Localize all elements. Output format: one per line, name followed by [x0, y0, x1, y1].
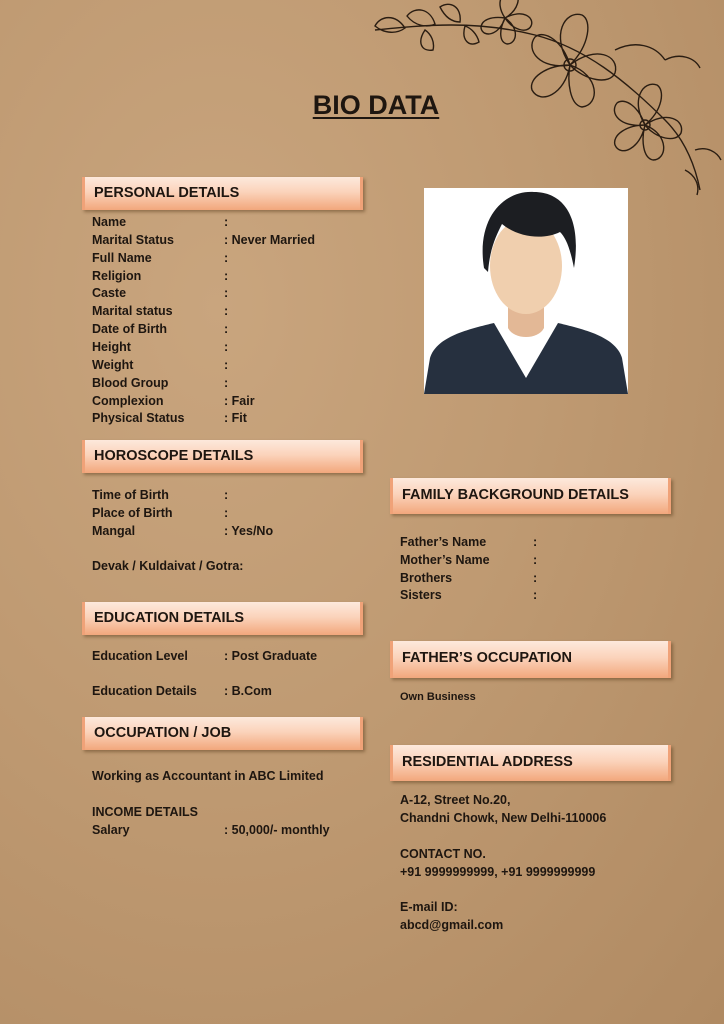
detail-value: : — [224, 375, 229, 390]
detail-value: : B.Com — [224, 684, 272, 698]
contact-numbers: +91 9999999999, +91 9999999999 — [400, 865, 596, 879]
detail-value: : — [224, 357, 229, 372]
email-value: abcd@gmail.com — [400, 918, 504, 932]
personal-details-header: PERSONAL DETAILS — [82, 177, 363, 210]
detail-label: Mangal — [92, 524, 136, 538]
detail-row — [92, 304, 229, 322]
detail-value: : — [533, 588, 538, 603]
detail-value: : — [533, 570, 538, 585]
education-details-header: EDUCATION DETAILS — [82, 602, 363, 635]
detail-label: Father’s Name — [400, 535, 487, 549]
detail-value: : — [224, 339, 229, 354]
detail-row — [400, 570, 538, 589]
detail-label: Marital status — [92, 304, 173, 319]
detail-label: Name — [92, 215, 127, 229]
occupation-header: OCCUPATION / JOB — [82, 717, 363, 750]
salary-value: : 50,000/- monthly — [224, 823, 330, 837]
detail-label: Blood Group — [92, 375, 169, 390]
detail-value: : Post Graduate — [224, 649, 318, 663]
detail-row — [92, 322, 229, 340]
address-line-1: A-12, Street No.20, — [400, 793, 511, 807]
salary-label: Salary — [92, 823, 130, 837]
email-label: E-mail ID: — [400, 900, 458, 914]
detail-value: : Yes/No — [224, 524, 274, 538]
detail-value: : — [224, 322, 229, 337]
detail-row — [92, 215, 229, 233]
residential-address-header: RESIDENTIAL ADDRESS — [390, 745, 671, 781]
detail-value: : — [224, 286, 229, 301]
detail-label: Education Details — [92, 684, 197, 698]
detail-row — [92, 375, 229, 394]
detail-value: : — [533, 535, 538, 549]
detail-label: Education Level — [92, 649, 188, 663]
income-details-heading: INCOME DETAILS — [92, 805, 199, 819]
detail-label: Weight — [92, 357, 134, 372]
detail-row — [92, 250, 229, 269]
detail-label: Time of Birth — [92, 488, 169, 502]
detail-value: : Fair — [224, 393, 255, 408]
detail-label: Brothers — [400, 570, 453, 585]
detail-label: Full Name — [92, 250, 152, 265]
detail-row — [92, 649, 318, 667]
detail-label: Height — [92, 339, 131, 354]
detail-label: Mother’s Name — [400, 552, 490, 567]
detail-row — [92, 411, 247, 429]
detail-label: Sisters — [400, 588, 442, 603]
contact-label: CONTACT NO. — [400, 847, 486, 861]
detail-row — [92, 339, 229, 358]
occupation-text: Working as Accountant in ABC Limited — [92, 769, 324, 783]
detail-row — [92, 286, 229, 304]
detail-value: : Never Married — [224, 232, 316, 247]
address-line-2: Chandni Chowk, New Delhi-110006 — [400, 811, 607, 825]
detail-value: : — [224, 268, 229, 283]
detail-value: : — [224, 250, 229, 265]
detail-row — [92, 357, 229, 376]
detail-label: Place of Birth — [92, 506, 173, 520]
detail-value: : — [224, 506, 229, 520]
detail-label: Physical Status — [92, 411, 185, 426]
detail-row — [92, 524, 274, 542]
detail-row — [400, 588, 538, 606]
horoscope-details-header: HOROSCOPE DETAILS — [82, 440, 363, 473]
detail-label: Marital Status — [92, 232, 174, 247]
detail-value: : — [224, 215, 229, 229]
detail-row — [400, 552, 538, 571]
detail-value: : Fit — [224, 411, 247, 426]
detail-row — [92, 684, 272, 702]
detail-row — [92, 488, 229, 506]
detail-label: Date of Birth — [92, 322, 167, 337]
detail-row — [400, 535, 538, 553]
detail-value: : — [224, 488, 229, 502]
detail-row — [92, 232, 316, 251]
detail-value: : — [224, 304, 229, 319]
page-title: BIO DATA — [312, 90, 440, 120]
family-background-header: FAMILY BACKGROUND DETAILS — [390, 478, 671, 514]
detail-value: : — [533, 552, 538, 567]
detail-row — [92, 268, 229, 287]
detail-label: Religion — [92, 268, 142, 283]
gotra-label: Devak / Kuldaivat / Gotra: — [92, 559, 244, 573]
detail-label: Complexion — [92, 393, 164, 408]
profile-photo — [424, 188, 628, 394]
detail-label: Caste — [92, 286, 127, 301]
detail-row — [92, 393, 255, 412]
detail-row — [92, 506, 229, 524]
father-occupation-header: FATHER’S OCCUPATION — [390, 641, 671, 678]
father-occupation-text: Own Business — [400, 691, 476, 703]
